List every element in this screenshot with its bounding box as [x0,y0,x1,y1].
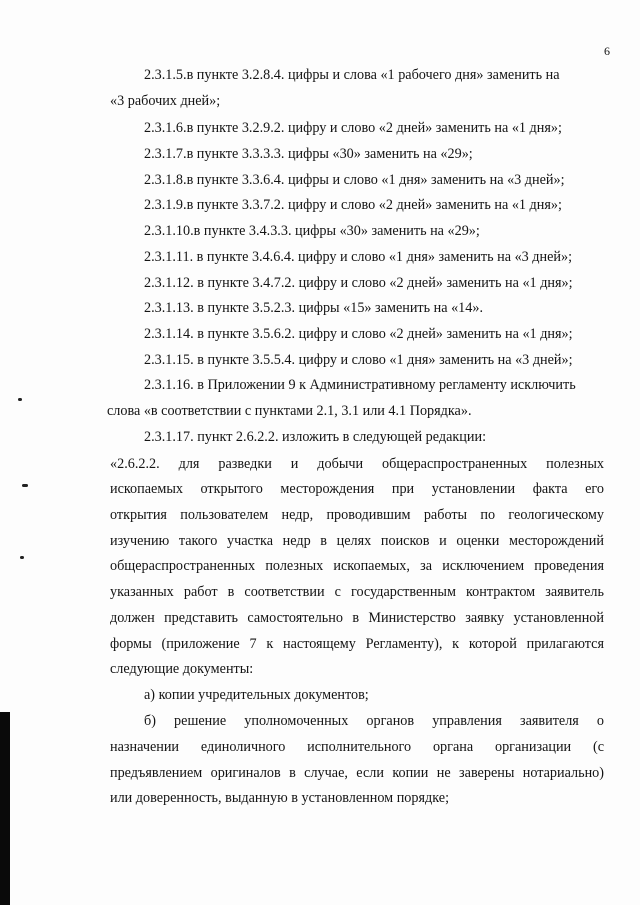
text-line: предъявлением оригиналов в случае, если копии не заверены нотариально) [110,765,604,781]
text-line: 2.3.1.17. пункт 2.6.2.2. изложить в следующей редакции: [144,429,487,445]
text-line: общераспространенных полезных ископаемых, за исключением проведения [110,558,604,574]
scan-speck [18,398,22,401]
text-line: должен представить самостоятельно в Министерство заявку установленной [110,610,604,626]
text-line: 2.3.1.13. в пункте 3.5.2.3. цифры «15» заменить на «14». [144,300,483,316]
text-line: следующие документы: [110,661,254,677]
text-line: ископаемых открытого месторождения при установлении факта его [110,481,604,497]
text-line: открытия пользователем недр, проводившим работы по геологическому [110,507,604,523]
text-line: б) решение уполномоченных органов управления заявителя о [144,713,604,729]
text-line: 2.3.1.12. в пункте 3.4.7.2. цифру и слово «2 дней» заменить на «1 дня»; [144,275,573,291]
text-line: формы (приложение 7 к настоящему Регламенту), к которой прилагаются [110,636,604,652]
text-line: назначении единоличного исполнительного органа организации (с [110,739,604,755]
text-line: 2.3.1.7.в пункте 3.3.3.3. цифры «30» заменить на «29»; [144,146,473,162]
text-line: или доверенность, выданную в установленном порядке; [110,790,450,806]
text-line: 2.3.1.14. в пункте 3.5.6.2. цифру и слово «2 дней» заменить на «1 дня»; [144,326,573,342]
scan-speck [20,556,24,559]
text-line: слова «в соответствии с пунктами 2.1, 3.1 или 4.1 Порядка». [107,403,472,419]
text-line: «2.6.2.2. для разведки и добычи общераспространенных полезных [110,456,604,472]
text-line: изучению такого участка недр в целях поисков и оценки месторождений [110,533,604,549]
text-line: 2.3.1.8.в пункте 3.3.6.4. цифры и слово «1 дня» заменить на «3 дней»; [144,172,565,188]
text-line: 2.3.1.10.в пункте 3.4.3.3. цифры «30» заменить на «29»; [144,223,480,239]
scan-speck [22,484,28,487]
text-line: 2.3.1.15. в пункте 3.5.5.4. цифру и слово «1 дня» заменить на «3 дней»; [144,352,573,368]
text-line: 2.3.1.9.в пункте 3.3.7.2. цифру и слово «2 дней» заменить на «1 дня»; [144,197,562,213]
text-line: указанных работ в соответствии с государственным контрактом заявитель [110,584,604,600]
text-line: «3 рабочих дней»; [110,93,221,109]
text-line: 2.3.1.16. в Приложении 9 к Административному регламенту исключить [144,377,576,393]
text-line: 2.3.1.5.в пункте 3.2.8.4. цифры и слова «1 рабочего дня» заменить на [144,67,560,83]
text-line: а) копии учредительных документов; [144,687,369,703]
text-line: 2.3.1.6.в пункте 3.2.9.2. цифру и слово «2 дней» заменить на «1 дня»; [144,120,562,136]
text-line: 2.3.1.11. в пункте 3.4.6.4. цифру и слово «1 дня» заменить на «3 дней»; [144,249,573,265]
scan-edge-bar [0,712,10,905]
page-number: 6 [604,44,610,58]
